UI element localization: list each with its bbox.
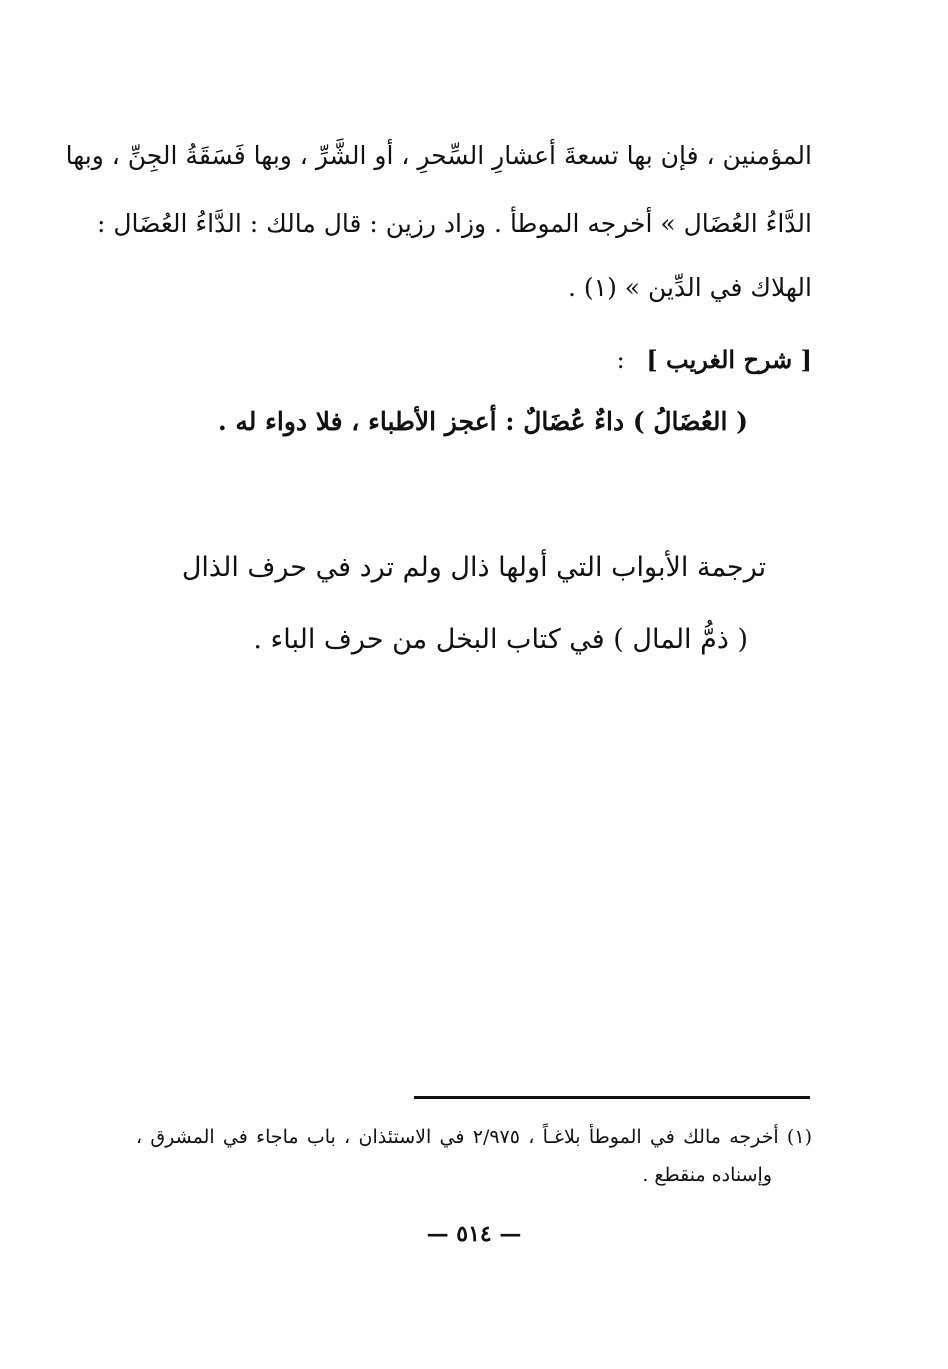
glossary-heading-label: [ شرح الغريب ]: [646, 345, 812, 374]
footnote-line: (١) أخرجه مالك في الموطأ بلاغـاً ، ٢/٩٧٥ في الاستئذان ، باب ماجاء في المشرق ،: [136, 1126, 812, 1148]
body-text-line: المؤمنين ، فإن بها تسعةَ أعشارِ السِّحرِ ، أو الشَّرِّ ، وبها فَسَقَةُ الجِنِّ ، وبها: [65, 141, 812, 170]
footnote-line: وإسناده منقطع .: [642, 1164, 772, 1186]
body-text-line: الهلاك في الدِّين » (١) .: [567, 273, 812, 302]
section-title: ترجمة الأبواب التي أولها ذال ولم ترد في حرف الذال: [181, 552, 767, 583]
body-text-line: الدَّاءُ العُضَال » أخرجه الموطأ . وزاد رزين : قال مالك : الدَّاءُ العُضَال :: [97, 209, 812, 238]
glossary-entry: ( العُضَالُ ) داءٌ عُضَالٌ : أعجز الأطباء ، فلا دواء له .: [217, 407, 748, 436]
glossary-heading-colon: :: [616, 346, 625, 374]
glossary-heading: [136, 340, 812, 380]
page-number: — ٥١٤ —: [426, 1221, 522, 1247]
section-subtitle: ( ذمُّ المال ) في كتاب البخل من حرف الباء .: [253, 624, 748, 655]
footnote-divider: [414, 1096, 810, 1099]
